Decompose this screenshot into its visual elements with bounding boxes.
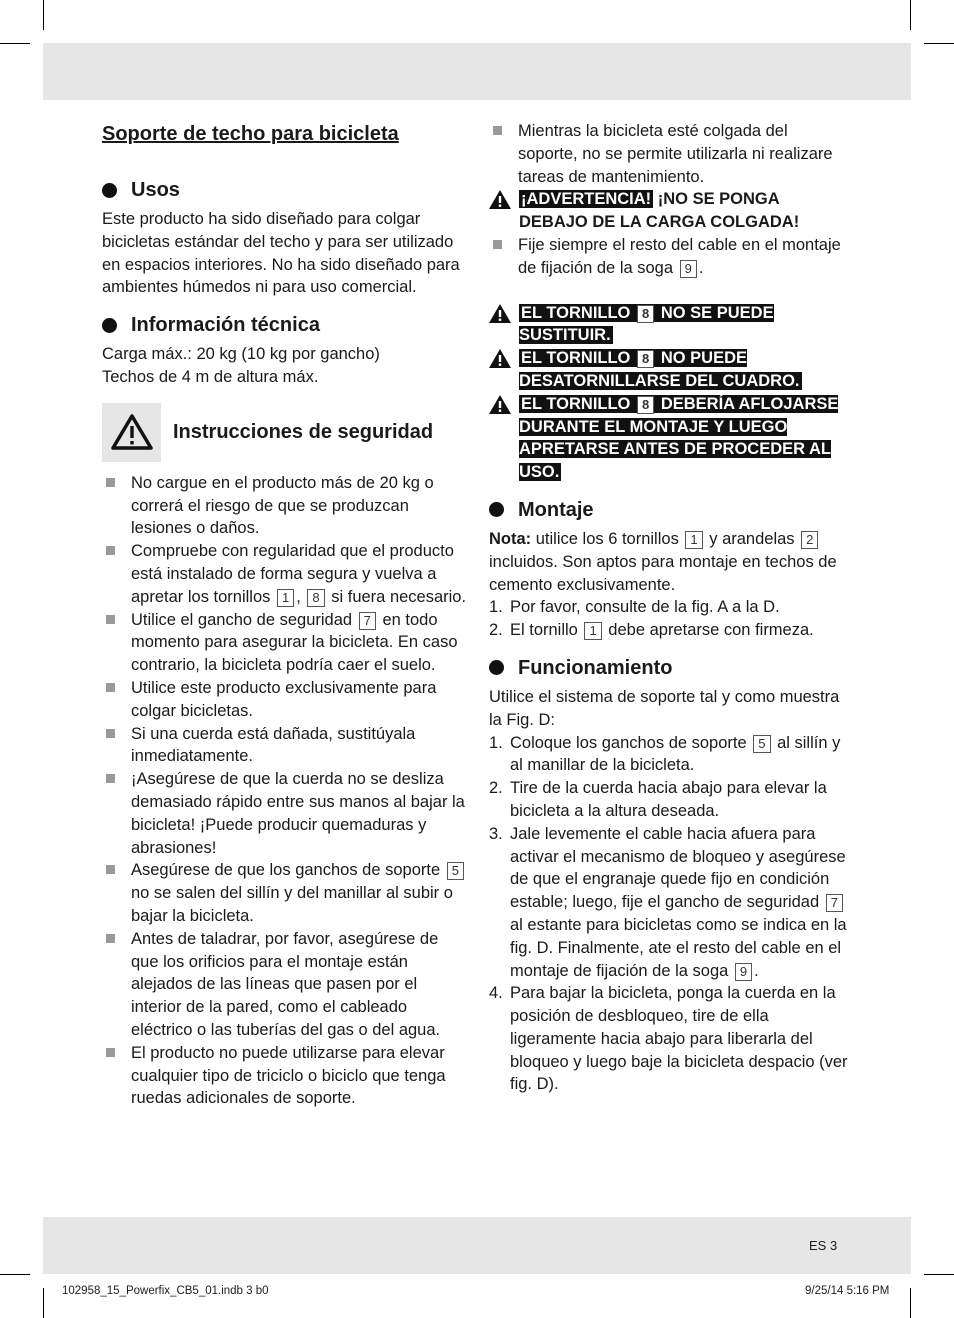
warning-icon xyxy=(489,302,512,348)
crop-mark xyxy=(0,1274,30,1275)
part-number: 5 xyxy=(447,862,464,880)
part-number: 9 xyxy=(735,963,752,981)
part-number: 1 xyxy=(584,622,601,640)
bullet-dot-icon xyxy=(489,660,504,675)
list-item: No cargue en el producto más de 20 kg o correrá el riesgo de que se produzcan lesiones o daños. xyxy=(102,472,467,540)
page-number: ES 3 xyxy=(809,1238,838,1253)
list-item: 1. Coloque los ganchos de soporte 5 al sillín y al manillar de la bicicleta. xyxy=(489,733,841,775)
part-number: 8 xyxy=(307,589,324,607)
square-bullet-icon xyxy=(106,934,115,943)
tech-line-1: Carga máx.: 20 kg (10 kg por gancho) xyxy=(102,345,380,364)
square-bullet-icon xyxy=(106,774,115,783)
crop-mark xyxy=(910,0,911,30)
list-item: Antes de taladrar, por favor, asegúrese de que los orificios para el montaje están alejados de las líneas que pasen por el interior de la pared, como el cableado eléctrico o las tuberías del gas o del agua. xyxy=(102,928,467,1042)
section-heading-funcionamiento: Funcionamiento xyxy=(489,654,849,682)
part-number: 2 xyxy=(801,531,818,549)
warning-icon xyxy=(489,188,512,234)
warning-notice: EL TORNILLO 8 NO SE PUEDE SUSTITUIR. xyxy=(489,302,849,348)
file-slug: 102958_15_Powerfix_CB5_01.indb 3 b0 xyxy=(62,1285,269,1297)
section-heading-montaje: Montaje xyxy=(489,496,849,524)
print-timestamp: 9/25/14 5:16 PM xyxy=(805,1285,890,1297)
bullet-dot-icon xyxy=(102,318,117,333)
left-column xyxy=(102,120,467,1110)
montaje-note: Nota: utilice los 6 tornillos 1 y arandelas 2 incluidos. Son aptos para montaje en techos de cemento exclusivamente. xyxy=(489,529,837,594)
part-number: 9 xyxy=(680,260,697,278)
part-number: 8 xyxy=(637,396,654,414)
square-bullet-icon xyxy=(106,683,115,692)
part-number: 7 xyxy=(359,612,376,630)
list-item: 1. Por favor, consulte de la fig. A a la D. xyxy=(489,598,780,617)
square-bullet-icon xyxy=(493,240,502,249)
section-heading-usos: Usos xyxy=(102,176,467,204)
tech-line-2: Techos de 4 m de altura máx. xyxy=(102,367,319,386)
square-bullet-icon xyxy=(106,546,115,555)
warning-icon xyxy=(489,347,512,393)
usos-text: Este producto ha sido diseñado para colgar bicicletas estándar del techo y para ser utilizado en espacios interiores. No ha sido diseñado para ambientes húmedos ni para uso comercial. xyxy=(102,210,460,297)
part-number: 8 xyxy=(637,305,654,323)
list-item: Utilice el gancho de seguridad 7 en todo momento para asegurar la bicicleta. En caso contrario, la bicicleta podría caer el suelo. xyxy=(102,609,467,677)
crop-mark xyxy=(910,1288,911,1318)
part-number: 8 xyxy=(637,350,654,368)
page-title: Soporte de techo para bicicleta xyxy=(102,123,399,145)
square-bullet-icon xyxy=(106,478,115,487)
montaje-steps xyxy=(489,596,849,642)
list-item: ¡Asegúrese de que la cuerda no se desliza demasiado rápido entre sus manos al bajar la bicicleta! ¡Puede producir quemaduras y abrasiones! xyxy=(102,768,467,859)
section-heading-tech: Información técnica xyxy=(102,311,467,339)
list-item: El producto no puede utilizarse para elevar cualquier tipo de triciclo o biciclo que tenga ruedas adicionales de soporte. xyxy=(102,1042,467,1110)
square-bullet-icon xyxy=(106,865,115,874)
crop-mark xyxy=(43,1288,44,1318)
part-number: 5 xyxy=(753,735,770,753)
warning-notice: ¡ADVERTENCIA! ¡NO SE PONGA DEBAJO DE LA CARGA COLGADA! xyxy=(489,188,849,234)
func-intro: Utilice el sistema de soporte tal y como muestra la Fig. D: xyxy=(489,687,840,729)
square-bullet-icon xyxy=(493,126,502,135)
list-item: Si una cuerda está dañada, sustitúyala inmediatamente. xyxy=(102,723,467,769)
safety-heading: Instrucciones de seguridad xyxy=(102,403,467,462)
list-item: 3. Jale levemente el cable hacia afuera para activar el mecanismo de bloqueo y asegúrese de que el engranaje quede fijo en condición estable; luego, fije el gancho de seguridad 7 al estante para bicicletas como se indica en la fig. D. Finalmente, ate el resto del cable en el montaje de fijación de la soga 9 . xyxy=(489,824,847,980)
continued-list xyxy=(489,120,849,188)
part-number: 1 xyxy=(685,531,702,549)
warning-triangle-icon xyxy=(102,403,161,462)
bullet-dot-icon xyxy=(489,502,504,517)
warning-notice: EL TORNILLO 8 DEBERÍA AFLOJARSE DURANTE EL MONTAJE Y LUEGO APRETARSE ANTES DE PROCEDER AL USO. xyxy=(489,393,849,484)
square-bullet-icon xyxy=(106,729,115,738)
part-number: 1 xyxy=(277,589,294,607)
crop-mark xyxy=(43,0,44,30)
func-steps xyxy=(489,732,849,1097)
list-item: Fije siempre el resto del cable en el montaje de fijación de la soga 9 . xyxy=(489,234,849,280)
list-item: 2. El tornillo 1 debe apretarse con firmeza. xyxy=(489,621,814,640)
safety-list xyxy=(102,472,467,1110)
footer-band xyxy=(43,1217,911,1274)
list-item: Mientras la bicicleta esté colgada del soporte, no se permite utilizarla ni realizare tareas de mantenimiento. xyxy=(489,120,849,188)
list-item: Utilice este producto exclusivamente para colgar bicicletas. xyxy=(102,677,467,723)
crop-mark xyxy=(924,43,954,44)
square-bullet-icon xyxy=(106,1048,115,1057)
crop-mark xyxy=(924,1274,954,1275)
part-number: 7 xyxy=(826,894,843,912)
list-item: 4. Para bajar la bicicleta, ponga la cuerda en la posición de desbloqueo, tire de ella ligeramente hacia abajo para liberarla del bloqueo y luego baje la bicicleta despacio (ver fig. D). xyxy=(489,984,848,1094)
list-item: 2. Tire de la cuerda hacia abajo para elevar la bicicleta a la altura deseada. xyxy=(489,779,827,820)
right-column xyxy=(489,120,849,1096)
crop-mark xyxy=(0,43,30,44)
warning-notice: EL TORNILLO 8 NO PUEDE DESATORNILLARSE DEL CUADRO. xyxy=(489,347,849,393)
continued-list xyxy=(489,234,849,280)
square-bullet-icon xyxy=(106,615,115,624)
header-band xyxy=(43,43,911,100)
list-item: Asegúrese de que los ganchos de soporte 5 no se salen del sillín y del manillar al subir o bajar la bicicleta. xyxy=(102,859,467,927)
warning-icon xyxy=(489,393,512,484)
bullet-dot-icon xyxy=(102,183,117,198)
list-item: Compruebe con regularidad que el producto está instalado de forma segura y vuelva a apretar los tornillos 1 , 8 si fuera necesario. xyxy=(102,540,467,608)
